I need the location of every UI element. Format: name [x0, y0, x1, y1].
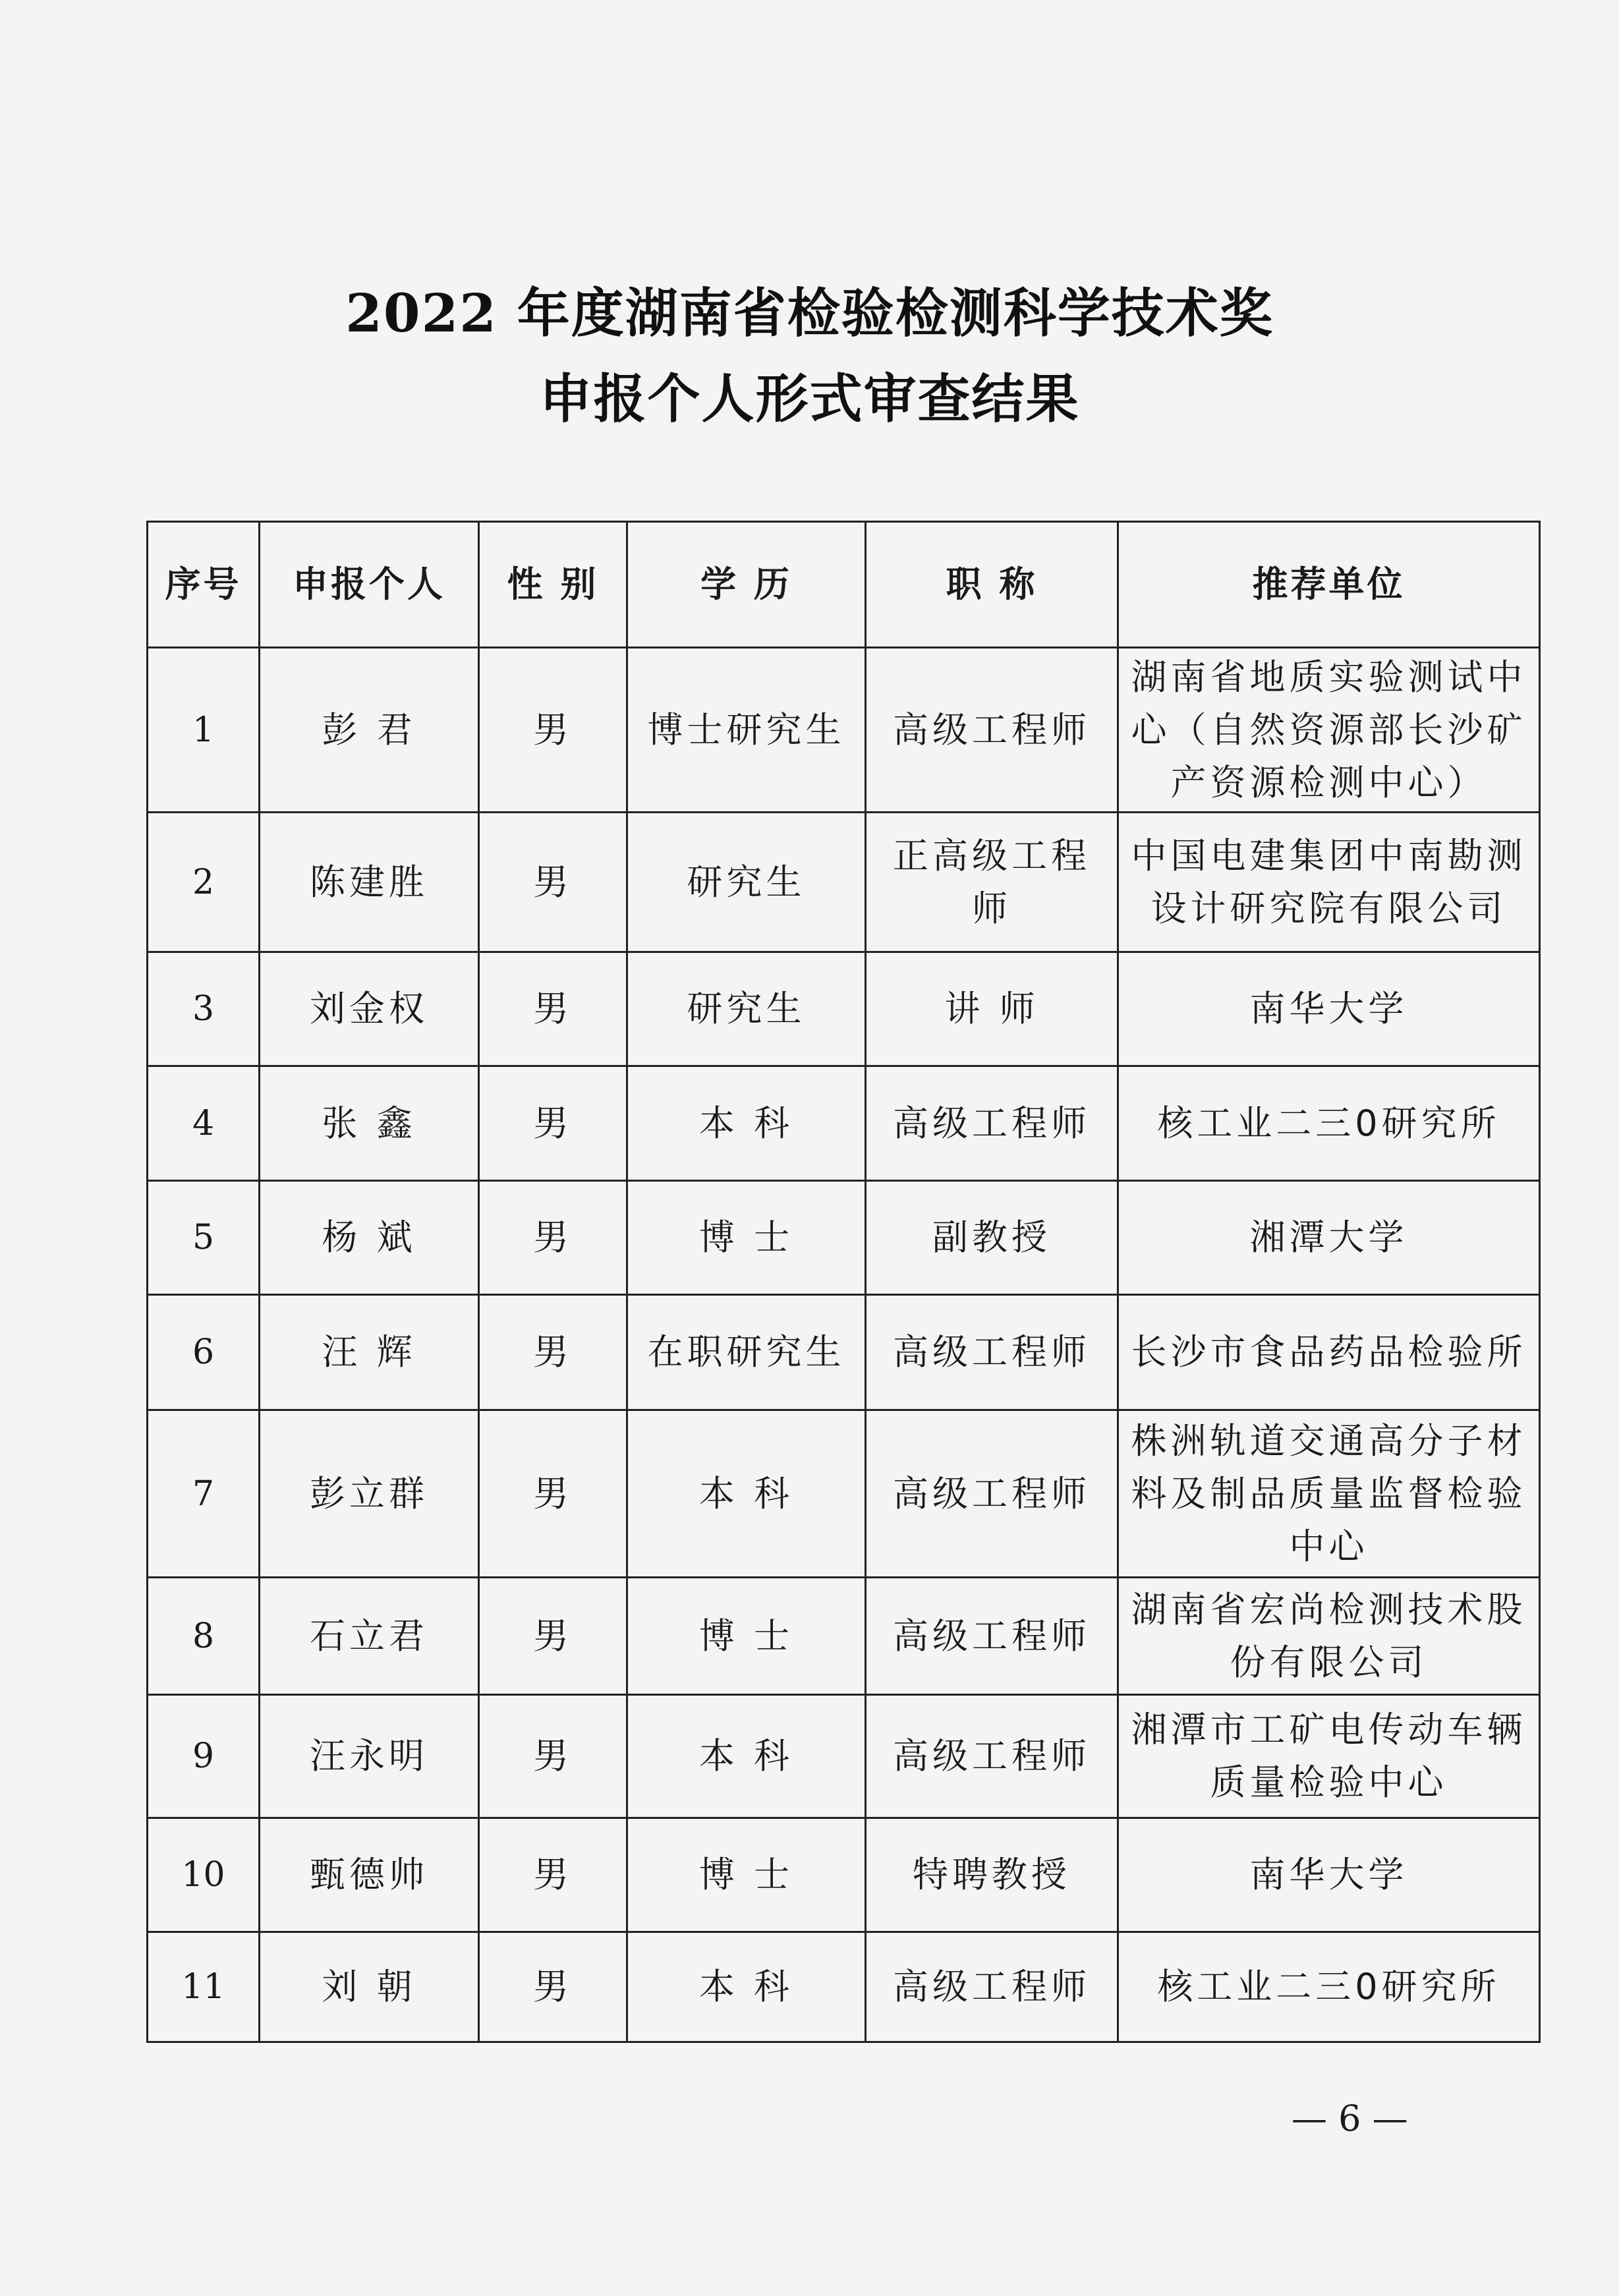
table-row — [148, 1578, 1540, 1695]
cell-name: 汪 辉 — [260, 1295, 479, 1410]
cell-title: 高级工程师 — [866, 1695, 1118, 1818]
cell-education: 博士研究生 — [627, 648, 866, 813]
cell-no: 11 — [148, 1932, 260, 2042]
cell-unit: 湖南省地质实验测试中心（自然资源部长沙矿产资源检测中心） — [1118, 648, 1540, 813]
cell-gender: 男 — [479, 1695, 627, 1818]
cell-gender: 男 — [479, 1818, 627, 1932]
page-number: — 6 — — [1292, 2098, 1408, 2139]
table-row — [148, 1066, 1540, 1181]
header-unit: 推荐单位 — [1118, 522, 1540, 648]
cell-unit: 南华大学 — [1118, 1818, 1540, 1932]
cell-unit: 中国电建集团中南勘测设计研究院有限公司 — [1118, 813, 1540, 952]
cell-gender: 男 — [479, 1932, 627, 2042]
cell-name: 彭立群 — [260, 1410, 479, 1578]
cell-unit: 湖南省宏尚检测技术股份有限公司 — [1118, 1578, 1540, 1695]
cell-title: 高级工程师 — [866, 1295, 1118, 1410]
cell-title: 高级工程师 — [866, 1410, 1118, 1578]
cell-title: 高级工程师 — [866, 1578, 1118, 1695]
table-row — [148, 1932, 1540, 2042]
cell-title: 讲 师 — [866, 952, 1118, 1066]
cell-title: 特聘教授 — [866, 1818, 1118, 1932]
cell-no: 6 — [148, 1295, 260, 1410]
document-title-line1: 2022 年度湖南省检验检测科学技术奖 — [345, 282, 1274, 344]
cell-name: 石立君 — [260, 1578, 479, 1695]
cell-name: 刘 朝 — [260, 1932, 479, 2042]
cell-unit: 湘潭市工矿电传动车辆质量检验中心 — [1118, 1695, 1540, 1818]
cell-unit: 核工业二三0研究所 — [1118, 1932, 1540, 2042]
cell-gender: 男 — [479, 1578, 627, 1695]
cell-education: 博 士 — [627, 1181, 866, 1295]
header-no: 序号 — [148, 522, 260, 648]
table-row — [148, 1181, 1540, 1295]
cell-education: 研究生 — [627, 952, 866, 1066]
cell-name: 张 鑫 — [260, 1066, 479, 1181]
results-table — [146, 521, 1541, 2043]
cell-unit: 南华大学 — [1118, 952, 1540, 1066]
cell-name: 杨 斌 — [260, 1181, 479, 1295]
cell-name: 陈建胜 — [260, 813, 479, 952]
table-row — [148, 1295, 1540, 1410]
cell-name: 汪永明 — [260, 1695, 479, 1818]
header-gender: 性 别 — [479, 522, 627, 648]
cell-title: 高级工程师 — [866, 648, 1118, 813]
cell-education: 在职研究生 — [627, 1295, 866, 1410]
cell-education: 本 科 — [627, 1066, 866, 1181]
cell-education: 博 士 — [627, 1818, 866, 1932]
cell-unit: 长沙市食品药品检验所 — [1118, 1295, 1540, 1410]
cell-unit: 株洲轨道交通高分子材料及制品质量监督检验中心 — [1118, 1410, 1540, 1578]
cell-gender: 男 — [479, 1295, 627, 1410]
cell-title: 高级工程师 — [866, 1066, 1118, 1181]
cell-gender: 男 — [479, 1066, 627, 1181]
document-title-line2: 申报个人形式审查结果 — [539, 368, 1080, 430]
table-row — [148, 648, 1540, 813]
cell-gender: 男 — [479, 1410, 627, 1578]
cell-no: 7 — [148, 1410, 260, 1578]
cell-gender: 男 — [479, 1181, 627, 1295]
cell-gender: 男 — [479, 648, 627, 813]
cell-no: 10 — [148, 1818, 260, 1932]
cell-gender: 男 — [479, 813, 627, 952]
table-row — [148, 1818, 1540, 1932]
cell-title: 正高级工程师 — [866, 813, 1118, 952]
cell-education: 研究生 — [627, 813, 866, 952]
cell-no: 5 — [148, 1181, 260, 1295]
cell-gender: 男 — [479, 952, 627, 1066]
table-row — [148, 952, 1540, 1066]
cell-unit: 湘潭大学 — [1118, 1181, 1540, 1295]
cell-no: 4 — [148, 1066, 260, 1181]
table-header-row — [148, 522, 1540, 648]
table-row — [148, 813, 1540, 952]
cell-education: 本 科 — [627, 1932, 866, 2042]
cell-no: 2 — [148, 813, 260, 952]
header-name: 申报个人 — [260, 522, 479, 648]
cell-no: 8 — [148, 1578, 260, 1695]
cell-no: 1 — [148, 648, 260, 813]
cell-title: 高级工程师 — [866, 1932, 1118, 2042]
cell-name: 彭 君 — [260, 648, 479, 813]
cell-name: 甄德帅 — [260, 1818, 479, 1932]
table-row — [148, 1410, 1540, 1578]
cell-education: 博 士 — [627, 1578, 866, 1695]
cell-education: 本 科 — [627, 1410, 866, 1578]
cell-title: 副教授 — [866, 1181, 1118, 1295]
header-title: 职 称 — [866, 522, 1118, 648]
header-education: 学 历 — [627, 522, 866, 648]
cell-education: 本 科 — [627, 1695, 866, 1818]
cell-no: 9 — [148, 1695, 260, 1818]
cell-unit: 核工业二三0研究所 — [1118, 1066, 1540, 1181]
cell-name: 刘金权 — [260, 952, 479, 1066]
cell-no: 3 — [148, 952, 260, 1066]
table-row — [148, 1695, 1540, 1818]
